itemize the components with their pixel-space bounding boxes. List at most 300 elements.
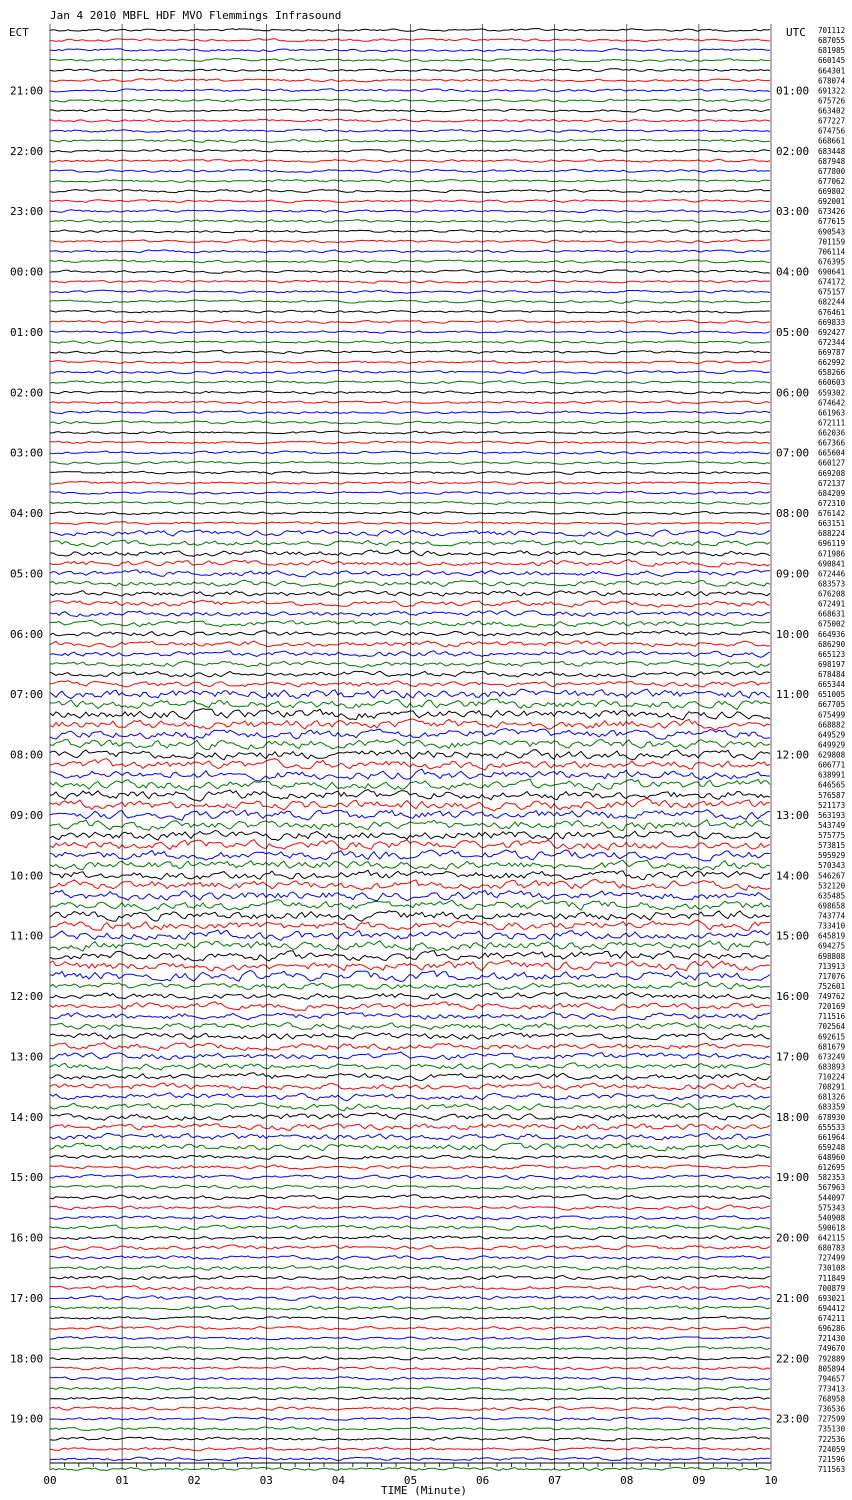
trace-count-label: 682244 [818, 297, 846, 307]
trace-line [50, 69, 770, 72]
trace-count-label: 711563 [818, 1465, 846, 1474]
left-hour-label: 12:00 [10, 990, 44, 1004]
trace-count-label: 521173 [818, 800, 846, 810]
trace-count-label: 690841 [818, 559, 846, 569]
trace-count-label: 649929 [818, 740, 846, 750]
trace-line [50, 1052, 770, 1060]
trace-count-label: 698658 [818, 901, 846, 911]
trace-count-label: 669208 [818, 468, 846, 478]
right-timezone-label: UTC [786, 26, 806, 39]
right-hour-label: 18:00 [776, 1110, 810, 1124]
trace-line [50, 471, 770, 474]
trace-count-label: 690543 [818, 227, 846, 237]
trace-count-label: 674211 [818, 1314, 846, 1324]
trace-count-label: 735130 [818, 1424, 846, 1434]
trace-count-label: 606771 [818, 760, 846, 770]
trace-line [50, 149, 770, 152]
trace-count-label: 661963 [818, 408, 846, 418]
trace-line [50, 1002, 770, 1011]
trace-line [50, 1195, 770, 1200]
x-tick-label: 10 [764, 1474, 778, 1487]
trace-count-label: 668661 [818, 136, 846, 146]
trace-count-label: 669833 [818, 317, 846, 327]
trace-line [50, 1437, 770, 1441]
trace-count-label: 567963 [818, 1183, 846, 1193]
trace-count-label: 698197 [818, 659, 846, 669]
trace-count-label: 659302 [818, 388, 846, 398]
trace-count-label: 664936 [818, 629, 846, 639]
trace-line [50, 1103, 770, 1111]
trace-line [50, 1367, 770, 1371]
trace-line [50, 699, 770, 710]
trace-count-label: 563193 [818, 810, 846, 820]
trace-count-label: 660603 [818, 378, 846, 388]
trace-count-label: 674172 [818, 277, 846, 287]
trace-line [50, 1043, 770, 1051]
trace-count-label: 659248 [818, 1142, 846, 1152]
trace-line [50, 729, 770, 740]
left-hour-label: 01:00 [10, 325, 44, 339]
x-axis-label: TIME (Minute) [380, 1484, 468, 1497]
trace-count-label: 727499 [818, 1253, 846, 1263]
trace-count-label: 708291 [818, 1082, 846, 1092]
trace-count-label: 694275 [818, 941, 846, 951]
trace-line [50, 1255, 770, 1260]
right-hour-labels [776, 84, 809, 1425]
trace-line [50, 1296, 770, 1301]
trace-count-label: 629808 [818, 750, 846, 760]
right-hour-label: 02:00 [776, 144, 810, 158]
trace-line [50, 39, 770, 42]
trace-line [50, 799, 770, 811]
trace-count-label: 686290 [818, 639, 846, 649]
trace-line [50, 1023, 770, 1030]
trace-count-label: 667366 [818, 438, 846, 448]
trace-line [50, 129, 770, 132]
trace-line [50, 1063, 770, 1071]
trace-count-label: 540908 [818, 1213, 846, 1223]
trace-line [50, 119, 770, 122]
trace-count-label: 743774 [818, 911, 846, 921]
trace-count-label: 651005 [818, 690, 846, 700]
trace-count-label: 700879 [818, 1283, 846, 1293]
left-hour-label: 08:00 [10, 748, 44, 762]
trace-group [50, 29, 770, 1471]
trace-count-label: 638991 [818, 770, 846, 780]
trace-line [50, 1093, 770, 1101]
trace-line [50, 1165, 770, 1170]
trace-count-label: 662036 [818, 428, 846, 438]
trace-line [50, 441, 770, 444]
trace-line [50, 230, 770, 233]
trace-line [50, 1185, 770, 1189]
trace-count-label: 713913 [818, 961, 846, 971]
trace-count-label: 678074 [818, 76, 846, 86]
right-hour-label: 03:00 [776, 205, 810, 219]
trace-line [50, 240, 770, 243]
trace-line [50, 911, 770, 922]
trace-line [50, 540, 770, 546]
trace-line [50, 951, 770, 961]
right-hour-label: 04:00 [776, 265, 810, 279]
trace-line [50, 930, 770, 940]
trace-line [50, 1336, 770, 1340]
left-hour-label: 22:00 [10, 144, 44, 158]
trace-count-label: 546267 [818, 871, 846, 881]
trace-line [50, 860, 770, 870]
trace-count-label: 665123 [818, 649, 846, 659]
trace-count-label: 794657 [818, 1374, 846, 1384]
x-tick-label: 08 [620, 1474, 634, 1487]
left-hour-labels [10, 84, 43, 1425]
right-hour-label: 19:00 [776, 1171, 810, 1185]
left-hour-label: 23:00 [10, 205, 44, 219]
trace-line [50, 992, 770, 999]
trace-count-label: 672344 [818, 337, 846, 347]
right-hour-label: 20:00 [776, 1231, 810, 1245]
left-hour-label: 09:00 [10, 808, 44, 822]
trace-line [50, 139, 770, 142]
x-tick-label: 04 [331, 1474, 346, 1487]
trace-count-label: 684209 [818, 488, 846, 498]
trace-line [50, 1316, 770, 1319]
trace-count-label: 669802 [818, 187, 846, 197]
x-tick-label: 07 [548, 1474, 562, 1487]
trace-line [50, 580, 770, 586]
trace-count-label: 749762 [818, 992, 846, 1002]
trace-line [50, 600, 770, 607]
trace-count-label: 677800 [818, 166, 846, 176]
trace-line [50, 1113, 770, 1121]
x-tick-label: 01 [115, 1474, 129, 1487]
trace-line [50, 651, 770, 658]
trace-line [50, 1347, 770, 1351]
trace-count-label: 661964 [818, 1132, 846, 1142]
trace-line [50, 169, 770, 172]
trace-line [50, 900, 770, 911]
trace-count-label: 663151 [818, 519, 846, 529]
trace-count-label: 677062 [818, 176, 846, 186]
trace-line [50, 1032, 770, 1040]
trace-count-label: 678930 [818, 1112, 846, 1122]
trace-count-label: 688224 [818, 529, 846, 539]
trace-count-label: 690641 [818, 267, 846, 277]
trace-line [50, 361, 770, 364]
trace-line [50, 310, 770, 313]
trace-line [50, 1236, 770, 1240]
right-hour-label: 07:00 [776, 446, 810, 460]
trace-count-label: 675726 [818, 96, 846, 106]
trace-line [50, 790, 770, 802]
trace-count-label: 543749 [818, 820, 846, 830]
trace-line [50, 920, 770, 930]
right-hour-label: 05:00 [776, 325, 810, 339]
trace-line [50, 89, 770, 92]
trace-line [50, 1215, 770, 1220]
trace-line [50, 59, 770, 62]
right-hour-label: 17:00 [776, 1050, 810, 1064]
trace-count-label: 805894 [818, 1364, 846, 1374]
left-hour-label: 21:00 [10, 84, 44, 98]
left-hour-label: 11:00 [10, 929, 44, 943]
left-hour-label: 06:00 [10, 627, 44, 641]
trace-line [50, 461, 770, 464]
trace-line [50, 810, 770, 821]
trace-count-label: 698808 [818, 951, 846, 961]
trace-count-label: 668631 [818, 609, 846, 619]
trace-count-label: 752601 [818, 981, 846, 991]
left-hour-label: 15:00 [10, 1171, 44, 1185]
trace-count-label: 711516 [818, 1012, 846, 1022]
trace-count-label: 701159 [818, 237, 846, 247]
trace-line [50, 941, 770, 951]
trace-line [50, 631, 770, 636]
trace-line [50, 1427, 770, 1431]
trace-line [50, 180, 770, 183]
trace-count-label: 664301 [818, 66, 846, 76]
trace-count-label: 717076 [818, 971, 846, 981]
trace-line [50, 750, 770, 760]
trace-line [50, 890, 770, 901]
trace-count-label: 724059 [818, 1444, 846, 1454]
trace-count-label: 582353 [818, 1173, 846, 1183]
trace-line [50, 159, 770, 162]
trace-count-label: 674756 [818, 126, 846, 136]
trace-count-label: 675157 [818, 287, 846, 297]
x-tick-label: 03 [259, 1474, 273, 1487]
left-hour-label: 07:00 [10, 688, 44, 702]
trace-line [50, 620, 770, 627]
trace-line [50, 431, 770, 434]
trace-count-label: 672446 [818, 569, 846, 579]
trace-count-label: 702564 [818, 1022, 846, 1032]
trace-count-label: 727599 [818, 1414, 846, 1424]
trace-count-label: 672137 [818, 478, 846, 488]
trace-line [50, 290, 770, 293]
trace-line [50, 961, 770, 971]
trace-count-label: 696119 [818, 539, 846, 549]
trace-line [50, 840, 770, 850]
trace-line [50, 401, 770, 404]
trace-count-label: 532120 [818, 881, 846, 891]
trace-line [50, 381, 770, 384]
trace-line [50, 1073, 770, 1081]
right-hour-label: 11:00 [776, 688, 810, 702]
trace-count-label: 669787 [818, 348, 846, 358]
trace-line [50, 1357, 770, 1360]
trace-line [50, 641, 770, 647]
trace-line [50, 99, 770, 102]
left-hour-label: 14:00 [10, 1110, 44, 1124]
trace-line [50, 1143, 770, 1151]
trace-line [50, 502, 770, 505]
right-hour-label: 08:00 [776, 507, 810, 521]
right-hour-label: 22:00 [776, 1352, 810, 1366]
left-hour-label: 02:00 [10, 386, 44, 400]
right-hour-label: 10:00 [776, 627, 810, 641]
trace-count-label: 663402 [818, 106, 846, 116]
trace-count-label: 706114 [818, 247, 846, 257]
trace-count-label: 683359 [818, 1102, 846, 1112]
trace-line [50, 719, 770, 730]
trace-line [50, 779, 770, 790]
left-hour-label: 03:00 [10, 446, 44, 460]
trace-count-label: 711849 [818, 1273, 846, 1283]
trace-count-label: 672111 [818, 418, 846, 428]
chart-title: Jan 4 2010 MBFL HDF MVO Flemmings Infrasound [50, 9, 342, 22]
trace-count-label: 590618 [818, 1223, 846, 1233]
trace-line [50, 560, 770, 567]
trace-count-label: 674642 [818, 398, 846, 408]
trace-count-label: 681679 [818, 1042, 846, 1052]
trace-line [50, 591, 770, 597]
trace-line [50, 1377, 770, 1381]
trace-count-label: 646565 [818, 780, 846, 790]
trace-line [50, 411, 770, 414]
trace-line [50, 530, 770, 536]
trace-count-labels [818, 26, 846, 1474]
trace-line [50, 1407, 770, 1411]
trace-line [50, 512, 770, 515]
trace-count-label: 668882 [818, 720, 846, 730]
trace-line [50, 611, 770, 617]
trace-line [50, 250, 770, 253]
trace-line [50, 671, 770, 677]
trace-count-label: 768958 [818, 1394, 846, 1404]
trace-line [50, 1155, 770, 1160]
trace-count-label: 680783 [818, 1243, 846, 1253]
trace-line [50, 49, 770, 52]
left-hour-label: 10:00 [10, 869, 44, 883]
trace-count-label: 677227 [818, 116, 846, 126]
trace-line [50, 709, 770, 720]
trace-line [50, 759, 770, 770]
trace-line [50, 79, 770, 82]
trace-line [50, 522, 770, 525]
trace-line [50, 681, 770, 687]
trace-count-label: 683573 [818, 579, 846, 589]
trace-count-label: 749670 [818, 1344, 846, 1354]
left-hour-label: 18:00 [10, 1352, 44, 1366]
trace-line [50, 1447, 770, 1451]
trace-line [50, 1225, 770, 1230]
trace-line [50, 200, 770, 203]
trace-line [50, 850, 770, 861]
trace-count-label: 575343 [818, 1203, 846, 1213]
trace-line [50, 880, 770, 891]
trace-line [50, 661, 770, 668]
trace-count-label: 792889 [818, 1354, 846, 1364]
trace-line [50, 1417, 770, 1420]
left-hour-label: 04:00 [10, 507, 44, 521]
right-hour-label: 21:00 [776, 1291, 810, 1305]
trace-line [50, 1245, 770, 1250]
trace-count-label: 677615 [818, 217, 846, 227]
trace-line [50, 570, 770, 577]
trace-line [50, 982, 770, 990]
trace-line [50, 1205, 770, 1210]
trace-line [50, 689, 770, 698]
trace-line [50, 451, 770, 454]
trace-line [50, 331, 770, 334]
trace-count-label: 676142 [818, 509, 846, 519]
trace-line [50, 391, 770, 394]
trace-count-label: 676208 [818, 589, 846, 599]
trace-line [50, 820, 770, 831]
trace-count-label: 710224 [818, 1072, 846, 1082]
trace-count-label: 662992 [818, 358, 846, 368]
right-hour-label: 09:00 [776, 567, 810, 581]
right-hour-label: 12:00 [776, 748, 810, 762]
trace-count-label: 655533 [818, 1122, 846, 1132]
trace-line [50, 320, 770, 323]
trace-line [50, 1306, 770, 1310]
x-tick-label: 00 [43, 1474, 57, 1487]
trace-count-label: 642115 [818, 1233, 846, 1243]
trace-count-label: 573815 [818, 841, 846, 851]
right-hour-label: 13:00 [776, 808, 810, 822]
trace-count-label: 575775 [818, 831, 846, 841]
trace-count-label: 676395 [818, 257, 846, 267]
trace-count-label: 676461 [818, 307, 846, 317]
trace-count-label: 635485 [818, 891, 846, 901]
trace-count-label: 683448 [818, 146, 846, 156]
trace-line [50, 1083, 770, 1090]
trace-count-label: 673426 [818, 207, 846, 217]
trace-line [50, 340, 770, 343]
right-hour-label: 15:00 [776, 929, 810, 943]
trace-line [50, 870, 770, 879]
trace-line [50, 1012, 770, 1020]
trace-count-label: 671986 [818, 549, 846, 559]
trace-line [50, 280, 770, 283]
trace-count-label: 667705 [818, 700, 846, 710]
left-timezone-label: ECT [9, 26, 29, 39]
trace-count-label: 692615 [818, 1032, 846, 1042]
trace-count-label: 678484 [818, 670, 846, 680]
trace-count-label: 648960 [818, 1153, 846, 1163]
trace-count-label: 672310 [818, 498, 846, 508]
trace-line [50, 1133, 770, 1140]
trace-count-label: 645819 [818, 931, 846, 941]
right-hour-label: 01:00 [776, 84, 810, 98]
trace-count-label: 696286 [818, 1324, 846, 1334]
trace-count-label: 576587 [818, 790, 846, 800]
trace-count-label: 681985 [818, 46, 846, 56]
trace-count-label: 736536 [818, 1404, 846, 1414]
trace-line [50, 1387, 770, 1390]
right-hour-label: 23:00 [776, 1412, 810, 1426]
trace-count-label: 570343 [818, 861, 846, 871]
trace-count-label: 692427 [818, 327, 846, 337]
trace-line [50, 550, 770, 556]
trace-line [50, 370, 770, 374]
trace-line [50, 1266, 770, 1271]
right-hour-label: 06:00 [776, 386, 810, 400]
trace-line [50, 831, 770, 841]
trace-line [50, 1175, 770, 1180]
trace-count-label: 692001 [818, 197, 846, 207]
x-tick-label: 05 [403, 1474, 418, 1487]
trace-line [50, 482, 770, 485]
left-hour-label: 00:00 [10, 265, 44, 279]
trace-line [50, 350, 770, 353]
left-hour-label: 05:00 [10, 567, 44, 581]
x-tick-label: 02 [187, 1474, 201, 1487]
trace-count-label: 681326 [818, 1092, 846, 1102]
trace-count-label: 687948 [818, 156, 846, 166]
trace-line [50, 1124, 770, 1131]
